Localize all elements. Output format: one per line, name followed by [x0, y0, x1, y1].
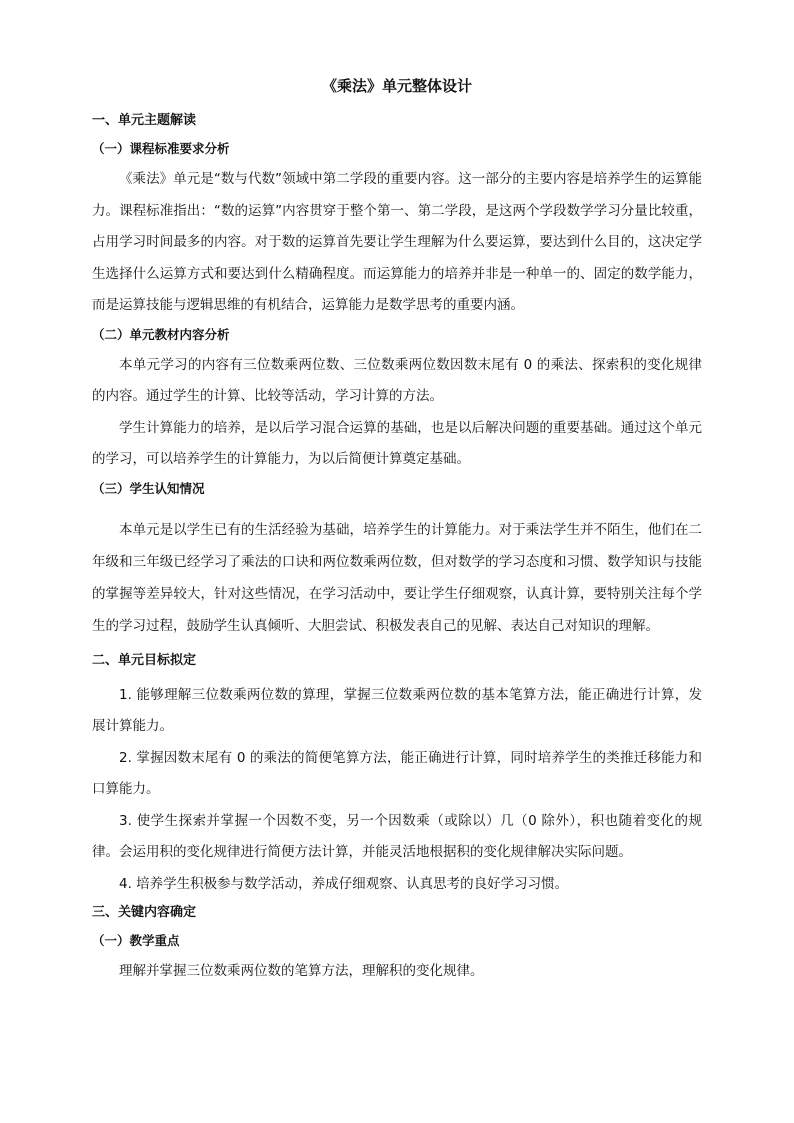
goal-item-2: 2. 掌握因数末尾有 0 的乘法的简便笔算方法，能正确进行计算，同时培养学生的类推迁移能力和口算能力。 — [92, 749, 702, 797]
section-heading-2: 二、单元目标拟定 — [92, 652, 197, 668]
goal-item-4: 4. 培养学生积极参与数学活动，养成仔细观察、认真思考的良好学习习惯。 — [119, 875, 569, 892]
paragraph-content-analysis-2: 学生计算能力的培养，是以后学习混合运算的基础，也是以后解决问题的重要基础。通过这个单元的学习，可以培养学生的计算能力，为以后简便计算奠定基础。 — [92, 419, 702, 467]
paragraph-content-analysis-1: 本单元学习的内容有三位数乘两位数、三位数乘两位数因数末尾有 0 的乘法、探索积的变化规律的内容。通过学生的计算、比较等活动，学习计算的方法。 — [92, 356, 702, 404]
document-title: 《乘法》单元整体设计 — [321, 77, 472, 95]
subsection-heading-1-3: （三）学生认知情况 — [92, 480, 205, 496]
goal-item-1: 1. 能够理解三位数乘两位数的算理，掌握三位数乘两位数的基本笔算方法，能正确进行计算，发展计算能力。 — [92, 686, 702, 734]
section-heading-1: 一、单元主题解读 — [92, 113, 197, 128]
subsection-heading-1-2: （二）单元教材内容分析 — [92, 326, 230, 342]
subsection-heading-3-1: （一）教学重点 — [92, 933, 180, 948]
paragraph-student-cognition: 本单元是以学生已有的生活经验为基础，培养学生的计算能力。对于乘法学生并不陌生，他们在二年级和三年级已经学习了乘法的口诀和两位数乘两位数，但对数学的学习态度和习惯、数学知识与技能的掌握等差异较大，针对这些情况，在学习活动中，要让学生仔细观察，认真计算，要特别关注每个学生的学习过程，鼓励学生认真倾听、大胆尝试、积极发表自己的见解、表达自己对知识的理解。 — [92, 521, 702, 634]
goal-item-3: 3. 使学生探索并掌握一个因数不变，另一个因数乘（或除以）几（0 除外），积也随着变化的规律。会运用积的变化规律进行简便方法计算，并能灵活地根据积的变化规律解决实际问题。 — [92, 812, 702, 860]
paragraph-curriculum-analysis: 《乘法》单元是“数与代数”领域中第二学段的重要内容。这一部分的主要内容是培养学生的运算能力。课程标准指出：“数的运算”内容贯穿于整个第一、第二学段，是这两个学段数学学习分量比较重，占用学习时间最多的内容。对于数的运算首先要让学生理解为什么要运算，要达到什么目的，这决定学生选择什么运算方式和要达到什么精确程度。而运算能力的培养并非是一种单一的、固定的数学能力，而是运算技能与逻辑思维的有机结合，运算能力是数学思考的重要内涵。 — [92, 171, 702, 313]
subsection-heading-1-1: （一）课程标准要求分析 — [92, 141, 230, 156]
paragraph-teaching-focus: 理解并掌握三位数乘两位数的笔算方法，理解积的变化规律。 — [119, 963, 484, 979]
section-heading-3: 三、关键内容确定 — [92, 905, 197, 920]
